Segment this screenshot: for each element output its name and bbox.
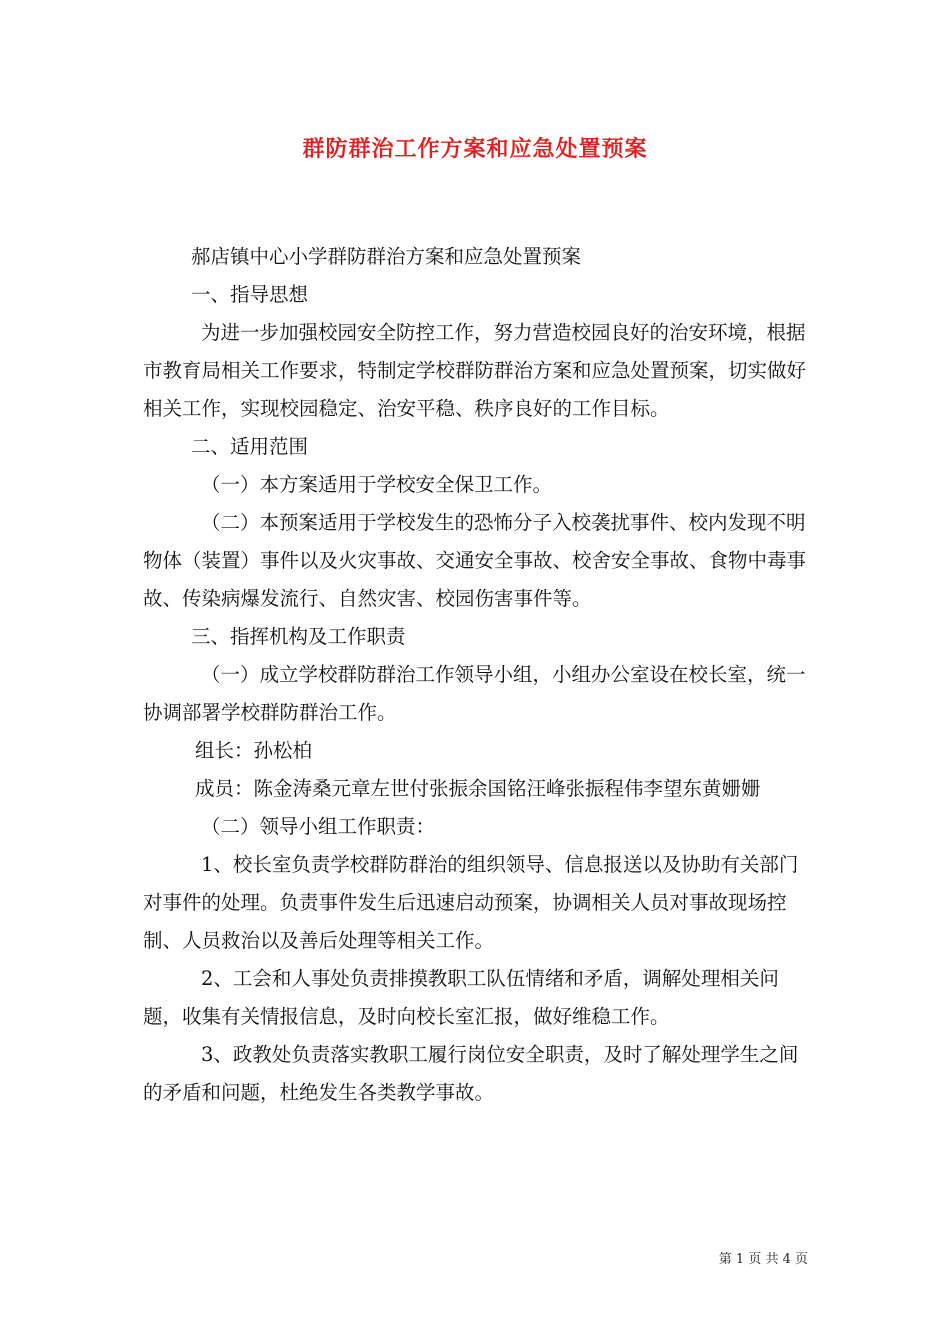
members-line: 成员：陈金涛桑元章左世付张振余国铭汪峰张振程伟李望东黄姗姗 [195,777,761,800]
document-body [143,238,811,1112]
duty-item: 1、校长室负责学校群防群治的组织领导、信息报送以及协助有关部门对事件的处理。负责事件发生后迅速启动预案，协调相关人员对事故现场控制、人员救治以及善后处理等相关工作。 [143,853,799,952]
section-heading: 三、指挥机构及工作职责 [191,625,406,648]
leader-line: 组长：孙松柏 [195,739,313,762]
subtitle-paragraph: 郝店镇中心小学群防群治方案和应急处置预案 [191,245,582,268]
body-paragraph: 为进一步加强校园安全防控工作，努力营造校园良好的治安环境，根据市教育局相关工作要求，特制定学校群防群治方案和应急处置预案，切实做好相关工作，实现校园稳定、治安平稳、秩序良好的工作目标。 [143,321,807,420]
section-heading: 一、指导思想 [191,283,309,306]
duty-item: 3、政教处负责落实教职工履行岗位安全职责，及时了解处理学生之间的矛盾和问题，杜绝发生各类教学事故。 [143,1043,799,1104]
duty-item: 2、工会和人事处负责排摸教职工队伍情绪和矛盾，调解处理相关问题，收集有关情报信息，及时向校长室汇报，做好维稳工作。 [143,967,779,1028]
body-paragraph: （一）成立学校群防群治工作领导小组，小组办公室设在校长室，统一协调部署学校群防群治工作。 [143,663,806,724]
body-paragraph: （一）本方案适用于学校安全保卫工作。 [201,473,553,496]
section-heading: 二、适用范围 [191,435,309,458]
document-title: 群防群治工作方案和应急处置预案 [302,136,648,162]
page-number-footer: 第 1 页 共 4 页 [718,1252,808,1267]
body-paragraph: （二）本预案适用于学校发生的恐怖分子入校袭扰事件、校内发现不明物体（装置）事件以及火灾事故、交通安全事故、校舍安全事故、食物中毒事故、传染病爆发流行、自然灾害、校园伤害事件等。 [143,511,807,610]
body-paragraph: （二）领导小组工作职责： [201,815,436,838]
